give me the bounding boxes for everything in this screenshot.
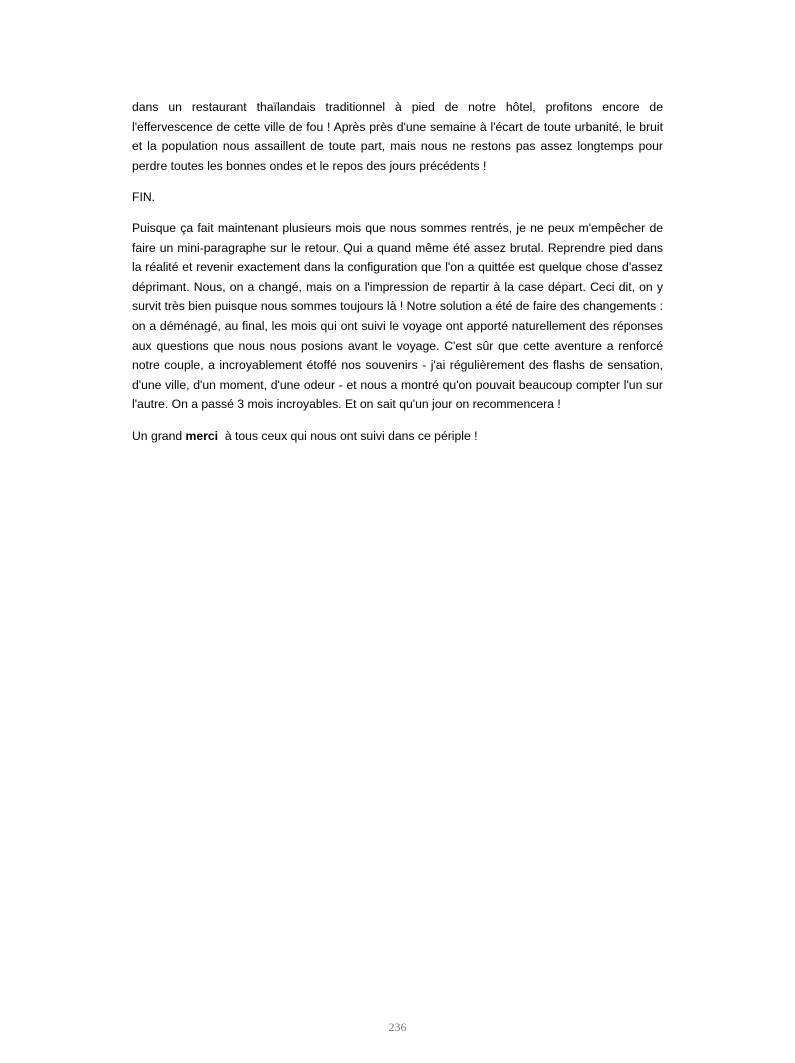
- paragraph-restaurant: dans un restaurant thaïlandais traditionnel à pied de notre hôtel, profitons encore de l'effervescence de cette ville de fou ! Après près d'une semaine à l'écart de toute urbanité, le bruit et la population nous assaillent de toute part, mais nous ne restons pas assez longtemps pour perdre toutes les bonnes ondes et le repos des jours précédents !: [132, 100, 663, 173]
- paragraph-thanks: [132, 427, 663, 447]
- thanks-lead-text: Un grand: [132, 428, 186, 443]
- thanks-trailing-text: à tous ceux qui nous ont suivi dans ce périple !: [218, 428, 478, 443]
- paragraph-return: Puisque ça fait maintenant plusieurs mois que nous sommes rentrés, je ne peux m'empêcher de faire un mini-paragraphe sur le retour. Qui a quand même été assez brutal. Reprendre pied dans la réalité et revenir exactement dans la configuration que l'on a quittée est quelque chose d'assez déprimant. Nous, on a changé, mais on a l'impression de repartir à la case départ. Ceci dit, on y survit très bien puisque nous sommes toujours là ! Notre solution a été de faire des changements : on a déménagé, au final, les mois qui ont suivi le voyage ont apporté naturellement des réponses aux questions que nous nous posions avant le voyage. C'est sûr que cette aventure a renforcé notre couple, a incroyablement étoffé nos souvenirs - j'ai régulièrement des flashs de sensation, d'une ville, d'un moment, d'une odeur - et nous a montré qu'on pouvait beaucoup compter l'un sur l'autre. On a passé 3 mois incroyables. Et on sait qu'un jour on recommencera !: [132, 220, 663, 412]
- thanks-emphasis: merci: [185, 428, 219, 443]
- paragraph-fin: FIN.: [132, 190, 156, 205]
- body-text: [132, 98, 663, 459]
- page-number: 236: [388, 1020, 407, 1034]
